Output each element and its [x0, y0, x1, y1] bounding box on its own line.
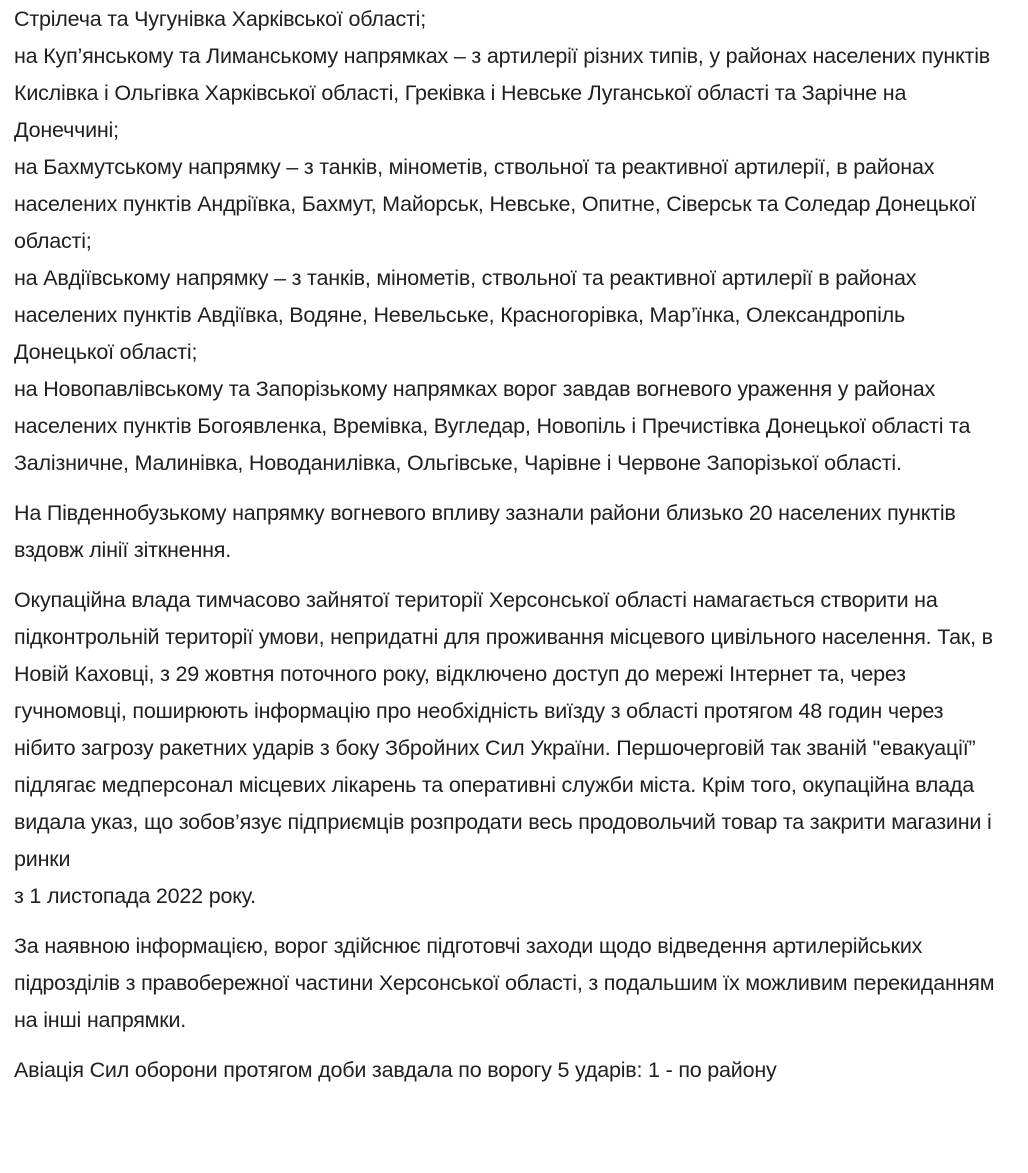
report-line: на Новопавлівському та Запорізькому напрямках ворог завдав вогневого ураження у районах населених пунктів Богоявленка, Времівка, Вугледар, Новопіль і Пречистівка Донецької області та Залізничне, Малинівка, Новоданилівка, Ольгівське, Чарівне і Червоне Запорізької області. — [14, 377, 971, 475]
report-line: За наявною інформацією, ворог здійснює підготовчі заходи щодо відведення артилерійських підрозділів з правобережної частини Херсонської області, з подальшим їх можливим перекиданням на інші напрямки. — [14, 934, 995, 1032]
report-line: на Куп’янському та Лиманському напрямках – з артилерії різних типів, у районах населених пунктів Кислівка і Ольгівка Харківської області, Греківка і Невське Луганської області та Зарічне на Донеччині; — [14, 44, 990, 142]
paragraph-pivdennobuzkyi — [14, 495, 1010, 569]
paragraph-aviation-strikes — [14, 1052, 1010, 1089]
report-line: Авіація Сил оборони протягом доби завдала по ворогу 5 ударів: 1 - по району — [14, 1058, 777, 1082]
report-line: Стрілеча та Чугунівка Харківської області; — [14, 7, 426, 31]
report-line: На Південнобузькому напрямку вогневого впливу зазнали райони близько 20 населених пунктів вздовж лінії зіткнення. — [14, 501, 956, 562]
report-line: Окупаційна влада тимчасово зайнятої території Херсонської області намагається створити на підконтрольній території умови, непридатні для проживання місцевого цивільного населення. Так, в Новій Каховці, з 29 жовтня поточного року, відключено доступ до мережі Інтернет та, через гучномовці, поширюють інформацію про необхідність виїзду з області протягом 48 годин через нібито загрозу ракетних ударів з боку Збройних Сил України. Першочерговій так званій "евакуації” підлягає медперсонал місцевих лікарень та оперативні служби міста. Крім того, окупаційна влада видала указ, що зобов’язує підприємців розпродати весь продовольчий товар та закрити магазини і ринки — [14, 588, 993, 871]
report-line: на Бахмутському напрямку – з танків, мінометів, ствольної та реактивної артилерії, в районах населених пунктів Андріївка, Бахмут, Майорськ, Невське, Опитне, Сіверськ та Соледар Донецької області; — [14, 155, 976, 253]
report-line: з 1 листопада 2022 року. — [14, 884, 256, 908]
report-line: на Авдіївському напрямку – з танків, мінометів, ствольної та реактивної артилерії в районах населених пунктів Авдіївка, Водяне, Невельське, Красногорівка, Мар’їнка, Олександропіль Донецької області; — [14, 266, 917, 364]
paragraph-directions-list — [14, 1, 1010, 482]
paragraph-artillery-withdrawal — [14, 928, 1010, 1039]
paragraph-occupation-authorities — [14, 582, 1010, 915]
